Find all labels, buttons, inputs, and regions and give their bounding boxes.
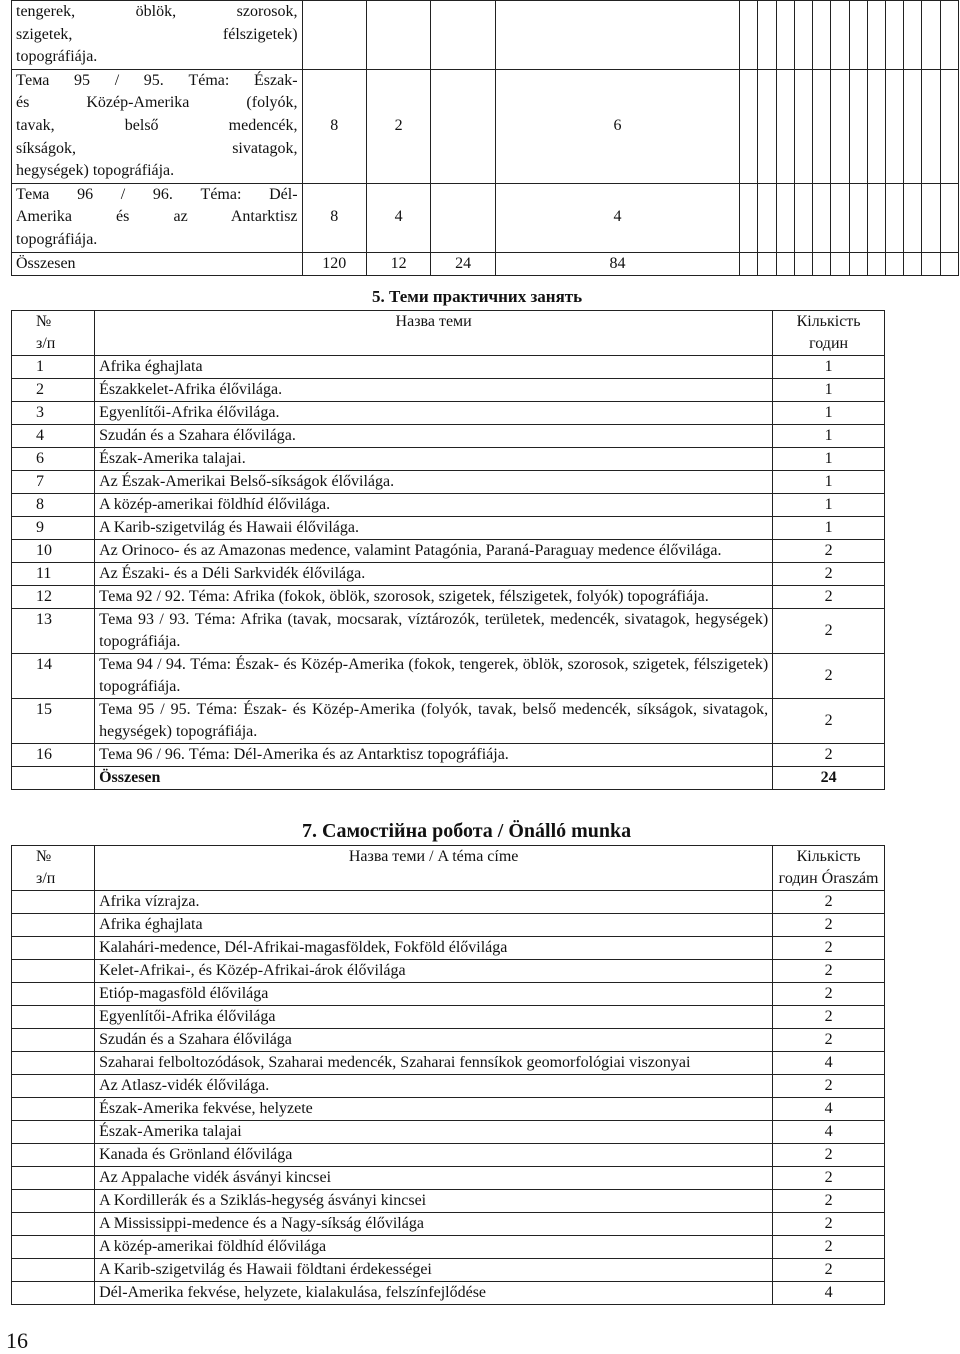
hours-cell — [431, 69, 495, 183]
independent-section-title: 7. Самостійна робота / Önálló munka — [302, 820, 632, 842]
empty-cell — [740, 252, 758, 276]
hours-cell: 12 — [366, 252, 430, 276]
row-number: 13 — [12, 609, 95, 654]
topic-name: Egyenlítői-Afrika élővilága — [95, 1006, 773, 1029]
table-row — [12, 1167, 885, 1190]
row-number — [12, 1029, 95, 1052]
row-number — [12, 1098, 95, 1121]
topic-name: Afrika éghajlata — [95, 356, 773, 379]
topic-hours: 4 — [773, 1282, 885, 1305]
practical-topics-table — [11, 310, 885, 790]
topic-hours: 2 — [773, 1236, 885, 1259]
topic-hours: 2 — [773, 586, 885, 609]
topic-line: szigetek, félszigetek) — [16, 25, 298, 43]
row-number: 11 — [12, 563, 95, 586]
table-row — [12, 563, 885, 586]
empty-cell — [867, 252, 885, 276]
topic-line: topográfiája. — [16, 48, 98, 66]
row-number: 14 — [12, 654, 95, 699]
table-header-row — [12, 846, 885, 891]
row-number — [12, 1052, 95, 1075]
table-row — [12, 1098, 885, 1121]
table-row — [12, 1282, 885, 1305]
empty-cell — [940, 183, 958, 252]
topic-hours: 2 — [773, 1006, 885, 1029]
topic-name: Az Atlasz-vidék élővilága. — [95, 1075, 773, 1098]
row-number: 10 — [12, 540, 95, 563]
topic-hours: 2 — [773, 891, 885, 914]
empty-cell — [886, 69, 904, 183]
header-no: № з/п — [12, 846, 95, 891]
table-row — [12, 448, 885, 471]
total-label: Összesen — [95, 767, 773, 790]
row-number — [12, 1144, 95, 1167]
table-row — [12, 1121, 885, 1144]
topic-name: Az Appalache vidék ásványi kincsei — [95, 1167, 773, 1190]
topic-hours: 2 — [773, 699, 885, 744]
topic-hours: 4 — [773, 1052, 885, 1075]
table-row — [12, 471, 885, 494]
row-number — [12, 891, 95, 914]
table-row — [12, 183, 959, 252]
empty-cell — [794, 1, 812, 70]
table-row — [12, 425, 885, 448]
topic-name: A Karib-szigetvilág és Hawaii földtani érdekességei — [95, 1259, 773, 1282]
row-number — [12, 1167, 95, 1190]
topic-hours: 2 — [773, 654, 885, 699]
row-number: 1 — [12, 356, 95, 379]
topic-line: tavak, belső medencék, — [16, 116, 298, 134]
topic-name: Etióp-magasföld élővilága — [95, 983, 773, 1006]
hours-cell: 4 — [495, 183, 739, 252]
topic-name: Az Észak-Amerikai Belső-síkságok élővilága. — [95, 471, 773, 494]
row-number — [12, 1213, 95, 1236]
topic-line: hegységek) topográfiája. — [16, 162, 175, 180]
topic-name: Észak-Amerika talajai. — [95, 448, 773, 471]
empty-cell — [849, 69, 867, 183]
empty-cell — [867, 1, 885, 70]
table-row — [12, 983, 885, 1006]
empty-cell — [922, 252, 940, 276]
table-row — [12, 1029, 885, 1052]
topic-name: A Kordillerák és a Sziklás-hegység ásványi kincsei — [95, 1190, 773, 1213]
empty-cell — [831, 69, 849, 183]
row-number — [12, 1259, 95, 1282]
empty-cell — [904, 69, 922, 183]
row-number — [12, 1282, 95, 1305]
empty-cell — [831, 252, 849, 276]
table-row — [12, 1259, 885, 1282]
topic-name: Тема 95 / 95. Téma: Észak- és Közép-Amerika (folyók, tavak, belső medencék, síkságok, sivatagok, hegységek) topográfiája. — [95, 699, 773, 744]
topic-name: Észak-Amerika fekvése, helyzete — [95, 1098, 773, 1121]
table-row — [12, 1213, 885, 1236]
row-number — [12, 960, 95, 983]
table-row — [12, 891, 885, 914]
topic-hours: 4 — [773, 1098, 885, 1121]
empty-cell — [776, 69, 794, 183]
empty-cell — [758, 252, 776, 276]
hours-cell: 120 — [302, 252, 366, 276]
table-row — [12, 586, 885, 609]
table-row — [12, 69, 959, 183]
topic-hours: 2 — [773, 937, 885, 960]
row-number: 4 — [12, 425, 95, 448]
empty-cell — [740, 1, 758, 70]
empty-cell — [831, 1, 849, 70]
table-row — [12, 1190, 885, 1213]
empty-cell — [849, 183, 867, 252]
topic-line: Тема 95 / 95. Téma: Észak- — [16, 71, 298, 89]
table-header-row — [12, 311, 885, 356]
topic-name: Kalahári-medence, Dél-Afrikai-magasföldek, Fokföld élővilága — [95, 937, 773, 960]
row-number: 2 — [12, 379, 95, 402]
topic-name: Észak-Amerika talajai — [95, 1121, 773, 1144]
empty-cell — [794, 69, 812, 183]
topic-hours: 2 — [773, 744, 885, 767]
empty-cell — [904, 252, 922, 276]
topic-hours: 1 — [773, 471, 885, 494]
empty-cell — [758, 1, 776, 70]
topic-hours: 2 — [773, 983, 885, 1006]
topic-hours: 2 — [773, 1029, 885, 1052]
topic-hours: 2 — [773, 1167, 885, 1190]
empty-cell — [758, 183, 776, 252]
topic-hours: 1 — [773, 517, 885, 540]
topic-cell — [12, 1, 303, 70]
topic-hours: 1 — [773, 356, 885, 379]
row-number — [12, 1121, 95, 1144]
independent-work-table — [11, 845, 885, 1305]
hours-cell — [431, 183, 495, 252]
empty-cell — [831, 183, 849, 252]
topic-hours: 2 — [773, 1213, 885, 1236]
topic-hours: 2 — [773, 1144, 885, 1167]
total-row — [12, 767, 885, 790]
topic-line: tengerek, öblök, szorosok, — [16, 3, 298, 20]
hours-cell: 8 — [302, 183, 366, 252]
empty-cell — [813, 1, 831, 70]
hours-cell — [366, 1, 430, 70]
row-number: 6 — [12, 448, 95, 471]
topic-name: Az Orinoco- és az Amazonas medence, valamint Patagónia, Paraná-Paraguay medence élővilága. — [95, 540, 773, 563]
hours-cell — [302, 1, 366, 70]
topic-hours: 2 — [773, 960, 885, 983]
empty-cell — [886, 1, 904, 70]
hours-cell: 24 — [431, 252, 495, 276]
table-row — [12, 1, 959, 70]
table-row — [12, 252, 959, 276]
table-row — [12, 1052, 885, 1075]
row-number — [12, 937, 95, 960]
topic-name: A Mississippi-medence és a Nagy-síkság élővilága — [95, 1213, 773, 1236]
table-row — [12, 914, 885, 937]
topic-name: Тема 96 / 96. Téma: Dél-Amerika és az Antarktisz topográfiája. — [95, 744, 773, 767]
topic-cell — [12, 69, 303, 183]
row-number — [12, 1006, 95, 1029]
topic-name: Afrika vízrajza. — [95, 891, 773, 914]
topic-hours: 1 — [773, 425, 885, 448]
empty-cell — [740, 69, 758, 183]
table-row — [12, 402, 885, 425]
table-row — [12, 609, 885, 654]
empty-cell — [940, 69, 958, 183]
table-row — [12, 379, 885, 402]
hours-cell: 6 — [495, 69, 739, 183]
row-number — [12, 914, 95, 937]
topic-hours: 2 — [773, 563, 885, 586]
row-number: 15 — [12, 699, 95, 744]
topic-name: Тема 94 / 94. Téma: Észak- és Közép-Amerika (fokok, tengerek, öblök, szorosok, szigetek, félszigetek) topográfiája. — [95, 654, 773, 699]
table-row — [12, 937, 885, 960]
table-row — [12, 494, 885, 517]
empty-cell — [776, 252, 794, 276]
topic-name: Тема 92 / 92. Téma: Afrika (fokok, öblök, szorosok, szigetek, félszigetek, folyók) topográfiája. — [95, 586, 773, 609]
topic-name: A közép-amerikai földhíd élővilága. — [95, 494, 773, 517]
empty-cell — [758, 69, 776, 183]
row-number — [12, 983, 95, 1006]
topic-name: Az Északi- és a Déli Sarkvidék élővilága. — [95, 563, 773, 586]
topic-hours: 2 — [773, 1075, 885, 1098]
empty-cell — [813, 69, 831, 183]
empty-cell — [940, 252, 958, 276]
empty-cell — [776, 183, 794, 252]
header-no: № з/п — [12, 311, 95, 356]
empty-cell — [794, 183, 812, 252]
topic-hours: 1 — [773, 379, 885, 402]
table-row — [12, 1236, 885, 1259]
top-hours-table — [11, 0, 959, 276]
header-topic-name: Назва теми — [95, 311, 773, 356]
total-hours: 24 — [773, 767, 885, 790]
topic-name: Тема 93 / 93. Téma: Afrika (tavak, mocsarak, víztározók, területek, medencék, sivatagok, hegységek) topográfiája. — [95, 609, 773, 654]
topic-hours: 1 — [773, 494, 885, 517]
row-number: 16 — [12, 744, 95, 767]
hours-cell: 8 — [302, 69, 366, 183]
practical-section-title: 5. Теми практичних занять — [372, 287, 583, 306]
topic-name: Kelet-Afrikai-, és Közép-Afrikai-árok élővilága — [95, 960, 773, 983]
empty-cell — [886, 252, 904, 276]
empty-cell — [867, 183, 885, 252]
empty-cell — [813, 183, 831, 252]
topic-hours: 2 — [773, 1190, 885, 1213]
topic-line: Összesen — [16, 254, 76, 272]
table-row — [12, 1144, 885, 1167]
empty-cell — [922, 1, 940, 70]
row-number: 9 — [12, 517, 95, 540]
hours-cell: 4 — [366, 183, 430, 252]
empty-cell — [867, 69, 885, 183]
row-number — [12, 1075, 95, 1098]
topic-name: Szaharai felboltozódások, Szaharai medencék, Szaharai fennsíkok geomorfológiai viszonyai — [95, 1052, 773, 1075]
empty-cell — [940, 1, 958, 70]
topic-name: A közép-amerikai földhíd élővilága — [95, 1236, 773, 1259]
topic-name: Kanada és Grönland élővilága — [95, 1144, 773, 1167]
topic-hours: 2 — [773, 609, 885, 654]
topic-hours: 2 — [773, 1259, 885, 1282]
row-number — [12, 1190, 95, 1213]
table-row — [12, 517, 885, 540]
empty-cell — [813, 252, 831, 276]
table-row — [12, 356, 885, 379]
row-number: 12 — [12, 586, 95, 609]
table-row — [12, 540, 885, 563]
topic-name: Szudán és a Szahara élővilága. — [95, 425, 773, 448]
table-row — [12, 1006, 885, 1029]
topic-cell — [12, 183, 303, 252]
empty-cell — [740, 183, 758, 252]
header-hours: Кількість годин Óraszám — [773, 846, 885, 891]
row-number — [12, 1236, 95, 1259]
table-row — [12, 960, 885, 983]
row-number: 3 — [12, 402, 95, 425]
topic-name: Dél-Amerika fekvése, helyzete, kialakulása, felszínfejlődése — [95, 1282, 773, 1305]
table-row — [12, 699, 885, 744]
empty-cell — [922, 183, 940, 252]
topic-name: Afrika éghajlata — [95, 914, 773, 937]
topic-name: Egyenlítői-Afrika élővilága. — [95, 402, 773, 425]
empty-cell — [776, 1, 794, 70]
table-row — [12, 744, 885, 767]
empty-cell — [904, 183, 922, 252]
topic-name: Északkelet-Afrika élővilága. — [95, 379, 773, 402]
header-topic-name: Назва теми / A téma címe — [95, 846, 773, 891]
empty-cell — [794, 252, 812, 276]
topic-name: A Karib-szigetvilág és Hawaii élővilága. — [95, 517, 773, 540]
topic-cell — [12, 252, 303, 276]
topic-hours: 2 — [773, 914, 885, 937]
topic-hours: 1 — [773, 402, 885, 425]
hours-cell — [495, 1, 739, 70]
topic-name: Szudán és a Szahara élővilága — [95, 1029, 773, 1052]
topic-line: és Közép-Amerika (folyók, — [16, 94, 298, 112]
topic-line: topográfiája. — [16, 230, 98, 248]
row-number: 8 — [12, 494, 95, 517]
empty-cell — [904, 1, 922, 70]
hours-cell: 2 — [366, 69, 430, 183]
topic-hours: 2 — [773, 540, 885, 563]
row-number: 7 — [12, 471, 95, 494]
empty-cell — [849, 252, 867, 276]
header-hours: Кількість годин — [773, 311, 885, 356]
empty-cell — [886, 183, 904, 252]
table-row — [12, 1075, 885, 1098]
hours-cell — [431, 1, 495, 70]
topic-line: síkságok, sivatagok, — [16, 139, 298, 157]
empty-cell — [849, 1, 867, 70]
empty-cell — [922, 69, 940, 183]
topic-line: Тема 96 / 96. Téma: Dél- — [16, 185, 298, 203]
table-row — [12, 654, 885, 699]
page-number: 16 — [6, 1328, 28, 1353]
hours-cell: 84 — [495, 252, 739, 276]
topic-hours: 4 — [773, 1121, 885, 1144]
topic-hours: 1 — [773, 448, 885, 471]
topic-line: Amerika és az Antarktisz — [16, 208, 298, 226]
